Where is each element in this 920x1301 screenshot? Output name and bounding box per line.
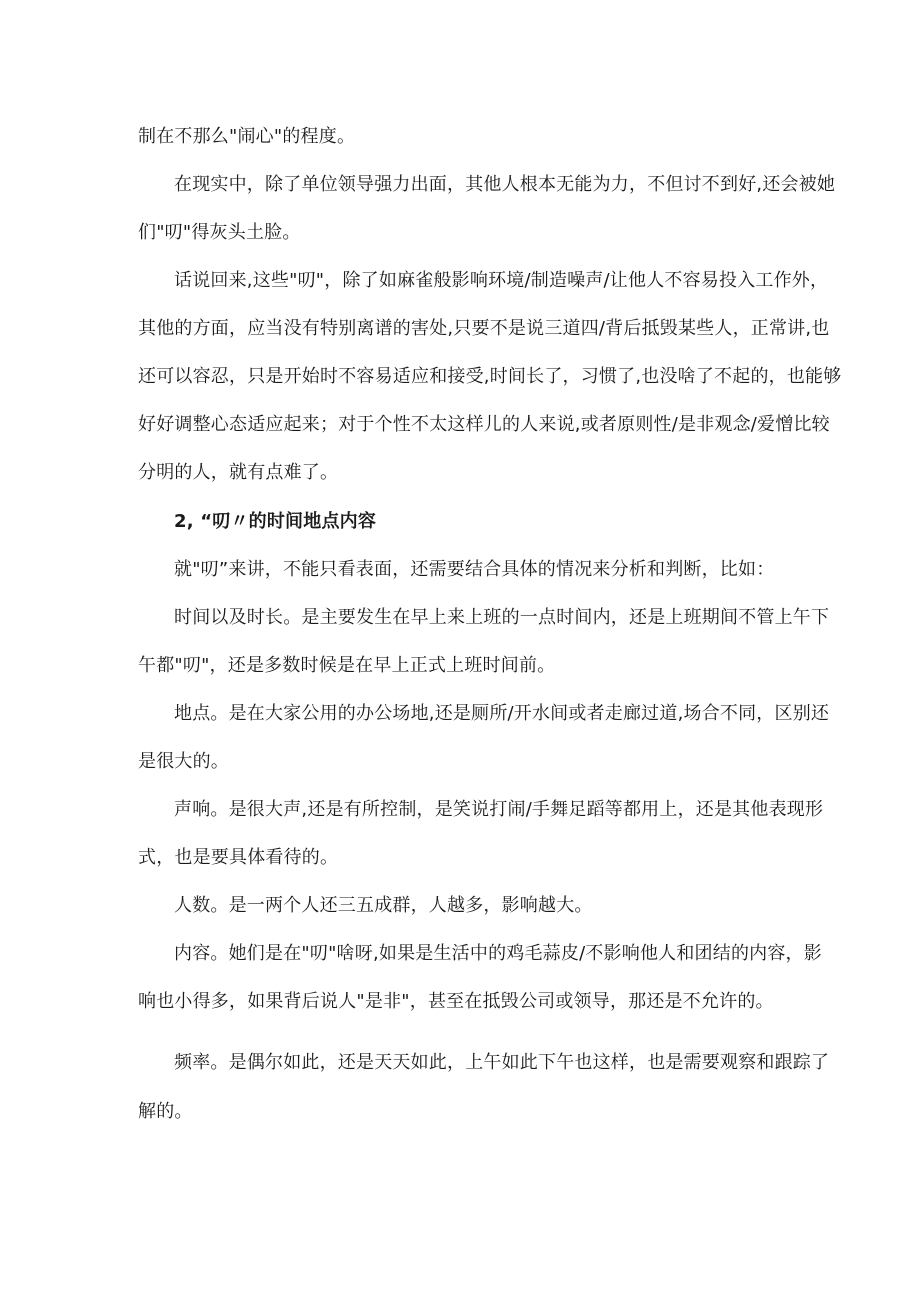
text-line: 话说回来,这些"叨"，除了如麻雀般影响环境/制造噪声/让他人不容易投入工作外， [174, 270, 829, 291]
text-line: 频率。是偶尔如此，还是天天如此，上午如此下午也这样，也是需要观察和跟踪了 [174, 1052, 830, 1073]
text-line: 好好调整心态适应起来；对于个性不太这样儿的人来说,或者原则性/是非观念/爱憎比较 [138, 414, 830, 435]
section-heading: 2, “叨〃的时间地点内容 [174, 511, 377, 532]
text-line: 午都"叨"，还是多数时候是在早上正式上班时间前。 [138, 655, 556, 676]
text-line: 是很大的。 [138, 751, 229, 772]
text-line: 们"叨"得灰头土脸。 [138, 222, 301, 243]
text-line: 解的。 [138, 1101, 193, 1122]
text-line: 时间以及时长。是主要发生在早上来上班的一点时间内，还是上班期间不管上午下 [174, 607, 830, 628]
text-line: 内容。她们是在"叨"啥呀,如果是生活中的鸡毛蒜皮/不影响他人和团结的内容，影 [174, 943, 822, 964]
text-line: 在现实中，除了单位领导强力出面，其他人根本无能为力，不但讨不到好,还会被她 [174, 174, 836, 195]
text-line: 地点。是在大家公用的办公场地,还是厕所/开水间或者走廊过道,场合不同，区别还 [174, 703, 830, 724]
text-line: 其他的方面，应当没有特别离谱的害处,只要不是说三道四/背后抵毁某些人，正常讲,也 [138, 318, 830, 339]
text-line: 式，也是要具体看待的。 [138, 847, 339, 868]
text-line: 响也小得多，如果背后说人"是非"，甚至在抵毁公司或领导，那还是不允许的。 [138, 991, 774, 1012]
text-line: 分明的人，就有点难了。 [138, 462, 339, 483]
text-line: 还可以容忍，只是开始时不容易适应和接受,时间长了，习惯了,也没啥了不起的，也能够 [138, 366, 842, 387]
text-line: 人数。是一两个人还三五成群，人越多，影响越大。 [174, 895, 593, 916]
text-line: 制在不那么"闹心"的程度。 [138, 126, 356, 147]
text-line: 声响。是很大声,还是有所控制，是笑说打闹/手舞足蹈等都用上，还是其他表现形 [174, 799, 824, 820]
text-line: 就"叨”来讲，不能只看表面，还需要结合具体的情况来分析和判断，比如： [174, 559, 775, 580]
